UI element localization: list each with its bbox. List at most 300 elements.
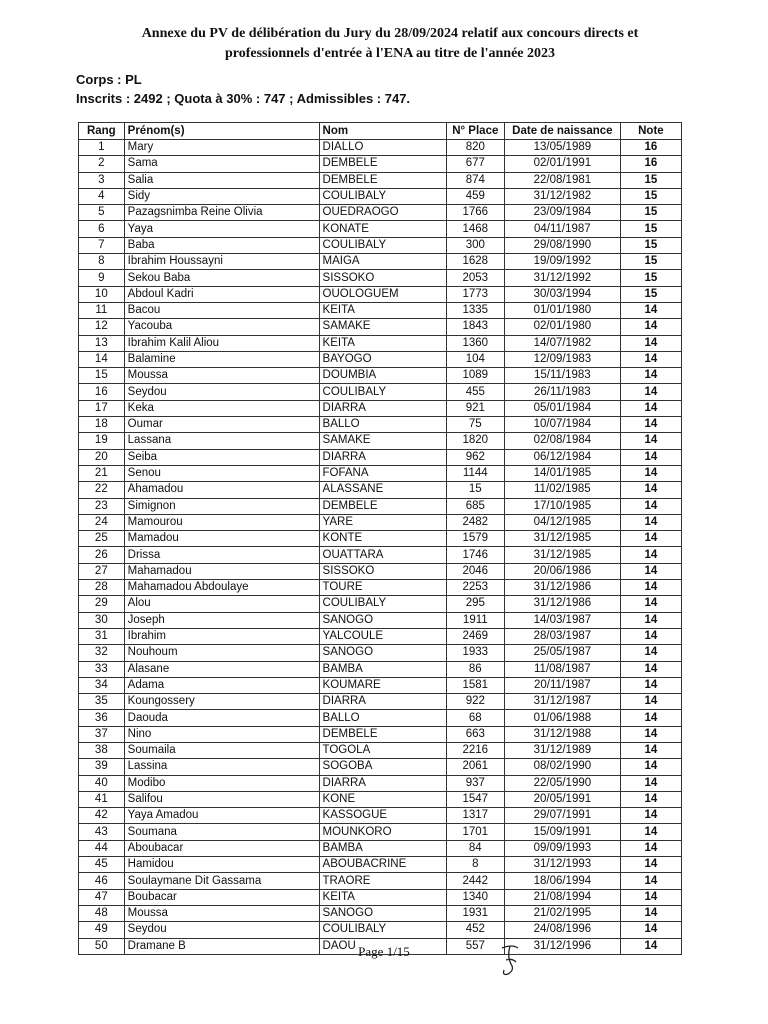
nom-cell: BAMBA — [319, 661, 446, 677]
rang-cell: 40 — [79, 775, 125, 791]
prenom-cell: Dramane B — [124, 938, 319, 954]
table-row — [79, 221, 682, 237]
rang-cell: 36 — [79, 710, 125, 726]
note-cell: 14 — [620, 433, 681, 449]
table-row — [79, 400, 682, 416]
rang-cell: 20 — [79, 449, 125, 465]
nom-cell: SAMAKE — [319, 319, 446, 335]
prenom-cell: Bacou — [124, 302, 319, 318]
place-cell: 15 — [446, 482, 504, 498]
date-cell: 11/02/1985 — [504, 482, 620, 498]
date-cell: 01/06/1988 — [504, 710, 620, 726]
rang-cell: 37 — [79, 726, 125, 742]
nom-cell: KEITA — [319, 335, 446, 351]
date-cell: 21/08/1994 — [504, 889, 620, 905]
nom-cell: BAYOGO — [319, 351, 446, 367]
table-row — [79, 140, 682, 156]
rang-cell: 39 — [79, 759, 125, 775]
prenom-cell: Ibrahim Houssayni — [124, 254, 319, 270]
rang-cell: 16 — [79, 384, 125, 400]
table-row — [79, 368, 682, 384]
prenom-cell: Abdoul Kadri — [124, 286, 319, 302]
rang-cell: 9 — [79, 270, 125, 286]
nom-cell: TOGOLA — [319, 742, 446, 758]
note-cell: 14 — [620, 905, 681, 921]
nom-cell: KONTE — [319, 531, 446, 547]
nom-cell: DEMBELE — [319, 156, 446, 172]
place-cell: 1144 — [446, 465, 504, 481]
date-cell: 10/07/1984 — [504, 417, 620, 433]
note-cell: 14 — [620, 400, 681, 416]
place-cell: 295 — [446, 596, 504, 612]
date-cell: 22/05/1990 — [504, 775, 620, 791]
rang-cell: 2 — [79, 156, 125, 172]
note-cell: 14 — [620, 368, 681, 384]
table-row — [79, 465, 682, 481]
place-cell: 300 — [446, 237, 504, 253]
place-cell: 1581 — [446, 677, 504, 693]
rang-cell: 1 — [79, 140, 125, 156]
place-cell: 937 — [446, 775, 504, 791]
nom-cell: COULIBALY — [319, 188, 446, 204]
place-cell: 8 — [446, 857, 504, 873]
prenom-cell: Mamadou — [124, 531, 319, 547]
note-cell: 14 — [620, 417, 681, 433]
note-cell: 14 — [620, 710, 681, 726]
note-cell: 14 — [620, 563, 681, 579]
date-cell: 14/07/1982 — [504, 335, 620, 351]
prenom-cell: Modibo — [124, 775, 319, 791]
place-cell: 452 — [446, 922, 504, 938]
place-cell: 459 — [446, 188, 504, 204]
title-line-1: Annexe du PV de délibération du Jury du 28/09/2024 relatif aux concours directs et — [141, 26, 639, 41]
table-row — [79, 384, 682, 400]
rang-cell: 7 — [79, 237, 125, 253]
table-row — [79, 840, 682, 856]
prenom-cell: Senou — [124, 465, 319, 481]
rang-cell: 23 — [79, 498, 125, 514]
prenom-cell: Sidy — [124, 188, 319, 204]
date-cell: 04/11/1987 — [504, 221, 620, 237]
prenom-cell: Koungossery — [124, 694, 319, 710]
date-cell: 29/07/1991 — [504, 808, 620, 824]
date-cell: 24/08/1996 — [504, 922, 620, 938]
note-cell: 14 — [620, 694, 681, 710]
date-cell: 22/08/1981 — [504, 172, 620, 188]
nom-cell: MOUNKORO — [319, 824, 446, 840]
place-cell: 962 — [446, 449, 504, 465]
place-cell: 86 — [446, 661, 504, 677]
note-cell: 14 — [620, 661, 681, 677]
table-row — [79, 482, 682, 498]
nom-cell: MAIGA — [319, 254, 446, 270]
nom-cell: BALLO — [319, 710, 446, 726]
rang-cell: 33 — [79, 661, 125, 677]
note-cell: 15 — [620, 286, 681, 302]
nom-cell: COULIBALY — [319, 384, 446, 400]
results-table — [78, 122, 682, 955]
prenom-cell: Joseph — [124, 612, 319, 628]
note-cell: 14 — [620, 628, 681, 644]
date-cell: 31/12/1982 — [504, 188, 620, 204]
note-cell: 16 — [620, 156, 681, 172]
table-row — [79, 547, 682, 563]
note-cell: 15 — [620, 221, 681, 237]
note-cell: 14 — [620, 596, 681, 612]
place-cell: 1089 — [446, 368, 504, 384]
prenom-cell: Alou — [124, 596, 319, 612]
prenom-cell: Baba — [124, 237, 319, 253]
place-cell: 663 — [446, 726, 504, 742]
nom-cell: SOGOBA — [319, 759, 446, 775]
column-header-place: N° Place — [446, 123, 504, 140]
date-cell: 20/11/1987 — [504, 677, 620, 693]
rang-cell: 50 — [79, 938, 125, 954]
place-cell: 68 — [446, 710, 504, 726]
nom-cell: SANOGO — [319, 612, 446, 628]
rang-cell: 24 — [79, 514, 125, 530]
rang-cell: 29 — [79, 596, 125, 612]
prenom-cell: Oumar — [124, 417, 319, 433]
note-cell: 14 — [620, 791, 681, 807]
rang-cell: 5 — [79, 205, 125, 221]
table-row — [79, 514, 682, 530]
nom-cell: DIALLO — [319, 140, 446, 156]
rang-cell: 35 — [79, 694, 125, 710]
rang-cell: 30 — [79, 612, 125, 628]
date-cell: 17/10/1985 — [504, 498, 620, 514]
table-row — [79, 270, 682, 286]
table-row — [79, 302, 682, 318]
date-cell: 28/03/1987 — [504, 628, 620, 644]
date-cell: 31/12/1993 — [504, 857, 620, 873]
date-cell: 14/03/1987 — [504, 612, 620, 628]
rang-cell: 28 — [79, 580, 125, 596]
date-cell: 31/12/1989 — [504, 742, 620, 758]
place-cell: 1820 — [446, 433, 504, 449]
rang-cell: 6 — [79, 221, 125, 237]
table-header-row — [79, 123, 682, 140]
date-cell: 06/12/1984 — [504, 449, 620, 465]
prenom-cell: Mahamadou — [124, 563, 319, 579]
place-cell: 1579 — [446, 531, 504, 547]
prenom-cell: Aboubacar — [124, 840, 319, 856]
prenom-cell: Adama — [124, 677, 319, 693]
nom-cell: KASSOGUE — [319, 808, 446, 824]
nom-cell: COULIBALY — [319, 237, 446, 253]
rang-cell: 48 — [79, 905, 125, 921]
table-row — [79, 433, 682, 449]
place-cell: 2216 — [446, 742, 504, 758]
prenom-cell: Sama — [124, 156, 319, 172]
note-cell: 14 — [620, 840, 681, 856]
place-cell: 1766 — [446, 205, 504, 221]
table-row — [79, 580, 682, 596]
prenom-cell: Ibrahim — [124, 628, 319, 644]
note-cell: 14 — [620, 335, 681, 351]
rang-cell: 26 — [79, 547, 125, 563]
place-cell: 922 — [446, 694, 504, 710]
note-cell: 14 — [620, 449, 681, 465]
column-header-date: Date de naissance — [504, 123, 620, 140]
table-row — [79, 254, 682, 270]
place-cell: 2482 — [446, 514, 504, 530]
counts-summary: Inscrits : 2492 ; Quota à 30% : 747 ; Admissibles : 747. — [76, 91, 411, 106]
rang-cell: 14 — [79, 351, 125, 367]
place-cell: 2061 — [446, 759, 504, 775]
table-row — [79, 335, 682, 351]
nom-cell: KEITA — [319, 889, 446, 905]
note-cell: 14 — [620, 873, 681, 889]
nom-cell: ABOUBACRINE — [319, 857, 446, 873]
place-cell: 104 — [446, 351, 504, 367]
prenom-cell: Mahamadou Abdoulaye — [124, 580, 319, 596]
nom-cell: SISSOKO — [319, 563, 446, 579]
place-cell: 685 — [446, 498, 504, 514]
place-cell: 557 — [446, 938, 504, 954]
nom-cell: FOFANA — [319, 465, 446, 481]
place-cell: 1746 — [446, 547, 504, 563]
nom-cell: DIARRA — [319, 775, 446, 791]
column-header-nom: Nom — [319, 123, 446, 140]
table-row — [79, 156, 682, 172]
note-cell: 14 — [620, 482, 681, 498]
date-cell: 31/12/1987 — [504, 694, 620, 710]
prenom-cell: Ibrahim Kalil Aliou — [124, 335, 319, 351]
note-cell: 14 — [620, 498, 681, 514]
date-cell: 29/08/1990 — [504, 237, 620, 253]
date-cell: 02/01/1991 — [504, 156, 620, 172]
place-cell: 2253 — [446, 580, 504, 596]
note-cell: 14 — [620, 775, 681, 791]
nom-cell: DOUMBIA — [319, 368, 446, 384]
table-row — [79, 205, 682, 221]
table-row — [79, 775, 682, 791]
table-row — [79, 694, 682, 710]
place-cell: 1843 — [446, 319, 504, 335]
nom-cell: KOUMARE — [319, 677, 446, 693]
date-cell: 23/09/1984 — [504, 205, 620, 221]
note-cell: 14 — [620, 319, 681, 335]
prenom-cell: Ahamadou — [124, 482, 319, 498]
table-row — [79, 808, 682, 824]
nom-cell: BAMBA — [319, 840, 446, 856]
nom-cell: DEMBELE — [319, 498, 446, 514]
note-cell: 14 — [620, 742, 681, 758]
date-cell: 30/03/1994 — [504, 286, 620, 302]
date-cell: 04/12/1985 — [504, 514, 620, 530]
prenom-cell: Boubacar — [124, 889, 319, 905]
date-cell: 02/08/1984 — [504, 433, 620, 449]
prenom-cell: Salia — [124, 172, 319, 188]
table-row — [79, 759, 682, 775]
prenom-cell: Sekou Baba — [124, 270, 319, 286]
note-cell: 14 — [620, 808, 681, 824]
date-cell: 12/09/1983 — [504, 351, 620, 367]
nom-cell: OUATTARA — [319, 547, 446, 563]
date-cell: 01/01/1980 — [504, 302, 620, 318]
date-cell: 25/05/1987 — [504, 645, 620, 661]
table-row — [79, 319, 682, 335]
prenom-cell: Mamourou — [124, 514, 319, 530]
nom-cell: COULIBALY — [319, 922, 446, 938]
title-line-2: professionnels d'entrée à l'ENA au titre de l'année 2023 — [224, 46, 556, 61]
prenom-cell: Soulaymane Dit Gassama — [124, 873, 319, 889]
prenom-cell: Lassina — [124, 759, 319, 775]
rang-cell: 27 — [79, 563, 125, 579]
nom-cell: BALLO — [319, 417, 446, 433]
nom-cell: YALCOULE — [319, 628, 446, 644]
note-cell: 15 — [620, 205, 681, 221]
note-cell: 14 — [620, 465, 681, 481]
place-cell: 1360 — [446, 335, 504, 351]
date-cell: 31/12/1985 — [504, 547, 620, 563]
date-cell: 19/09/1992 — [504, 254, 620, 270]
note-cell: 15 — [620, 172, 681, 188]
table-row — [79, 531, 682, 547]
table-row — [79, 873, 682, 889]
table-row — [79, 172, 682, 188]
rang-cell: 10 — [79, 286, 125, 302]
column-header-rang: Rang — [79, 123, 125, 140]
prenom-cell: Keka — [124, 400, 319, 416]
table-row — [79, 612, 682, 628]
note-cell: 14 — [620, 857, 681, 873]
prenom-cell: Mary — [124, 140, 319, 156]
prenom-cell: Yacouba — [124, 319, 319, 335]
note-cell: 14 — [620, 726, 681, 742]
note-cell: 14 — [620, 384, 681, 400]
nom-cell: ALASSANE — [319, 482, 446, 498]
rang-cell: 8 — [79, 254, 125, 270]
table-row — [79, 449, 682, 465]
place-cell: 2442 — [446, 873, 504, 889]
nom-cell: KONATE — [319, 221, 446, 237]
rang-cell: 32 — [79, 645, 125, 661]
nom-cell: DAOU — [319, 938, 446, 954]
date-cell: 21/02/1995 — [504, 905, 620, 921]
prenom-cell: Lassana — [124, 433, 319, 449]
place-cell: 677 — [446, 156, 504, 172]
note-cell: 15 — [620, 188, 681, 204]
table-row — [79, 922, 682, 938]
rang-cell: 46 — [79, 873, 125, 889]
table-row — [79, 889, 682, 905]
date-cell: 08/02/1990 — [504, 759, 620, 775]
column-header-prenom: Prénom(s) — [124, 123, 319, 140]
rang-cell: 31 — [79, 628, 125, 644]
prenom-cell: Yaya — [124, 221, 319, 237]
place-cell: 1340 — [446, 889, 504, 905]
note-cell: 14 — [620, 580, 681, 596]
rang-cell: 22 — [79, 482, 125, 498]
rang-cell: 41 — [79, 791, 125, 807]
table-row — [79, 563, 682, 579]
table-row — [79, 286, 682, 302]
prenom-cell: Nouhoum — [124, 645, 319, 661]
nom-cell: OUEDRAOGO — [319, 205, 446, 221]
rang-cell: 42 — [79, 808, 125, 824]
nom-cell: SANOGO — [319, 645, 446, 661]
nom-cell: KONE — [319, 791, 446, 807]
table-row — [79, 628, 682, 644]
date-cell: 31/12/1986 — [504, 580, 620, 596]
date-cell: 15/09/1991 — [504, 824, 620, 840]
place-cell: 2469 — [446, 628, 504, 644]
prenom-cell: Soumana — [124, 824, 319, 840]
note-cell: 14 — [620, 824, 681, 840]
note-cell: 14 — [620, 759, 681, 775]
date-cell: 15/11/1983 — [504, 368, 620, 384]
prenom-cell: Seydou — [124, 922, 319, 938]
nom-cell: YARE — [319, 514, 446, 530]
note-cell: 14 — [620, 351, 681, 367]
note-cell: 15 — [620, 237, 681, 253]
rang-cell: 21 — [79, 465, 125, 481]
prenom-cell: Nino — [124, 726, 319, 742]
note-cell: 14 — [620, 677, 681, 693]
nom-cell: COULIBALY — [319, 596, 446, 612]
rang-cell: 17 — [79, 400, 125, 416]
rang-cell: 12 — [79, 319, 125, 335]
rang-cell: 19 — [79, 433, 125, 449]
prenom-cell: Moussa — [124, 905, 319, 921]
rang-cell: 3 — [79, 172, 125, 188]
place-cell: 1931 — [446, 905, 504, 921]
rang-cell: 44 — [79, 840, 125, 856]
place-cell: 75 — [446, 417, 504, 433]
date-cell: 31/12/1985 — [504, 531, 620, 547]
nom-cell: DIARRA — [319, 694, 446, 710]
place-cell: 1628 — [446, 254, 504, 270]
prenom-cell: Balamine — [124, 351, 319, 367]
table-row — [79, 905, 682, 921]
place-cell: 1933 — [446, 645, 504, 661]
rang-cell: 11 — [79, 302, 125, 318]
signature-icon — [490, 940, 530, 980]
nom-cell: SANOGO — [319, 905, 446, 921]
nom-cell: DIARRA — [319, 400, 446, 416]
date-cell: 31/12/1996 — [504, 938, 620, 954]
table-row — [79, 188, 682, 204]
prenom-cell: Yaya Amadou — [124, 808, 319, 824]
place-cell: 1468 — [446, 221, 504, 237]
note-cell: 14 — [620, 531, 681, 547]
date-cell: 11/08/1987 — [504, 661, 620, 677]
nom-cell: KEITA — [319, 302, 446, 318]
place-cell: 84 — [446, 840, 504, 856]
rang-cell: 45 — [79, 857, 125, 873]
rang-cell: 13 — [79, 335, 125, 351]
note-cell: 14 — [620, 514, 681, 530]
place-cell: 1773 — [446, 286, 504, 302]
date-cell: 26/11/1983 — [504, 384, 620, 400]
place-cell: 1317 — [446, 808, 504, 824]
table-row — [79, 645, 682, 661]
nom-cell: DEMBELE — [319, 172, 446, 188]
rang-cell: 4 — [79, 188, 125, 204]
prenom-cell: Pazagsnimba Reine Olivia — [124, 205, 319, 221]
note-cell: 14 — [620, 612, 681, 628]
date-cell: 02/01/1980 — [504, 319, 620, 335]
document-title — [60, 24, 720, 64]
rang-cell: 43 — [79, 824, 125, 840]
rang-cell: 34 — [79, 677, 125, 693]
date-cell: 31/12/1992 — [504, 270, 620, 286]
date-cell: 18/06/1994 — [504, 873, 620, 889]
table-row — [79, 742, 682, 758]
nom-cell: SISSOKO — [319, 270, 446, 286]
